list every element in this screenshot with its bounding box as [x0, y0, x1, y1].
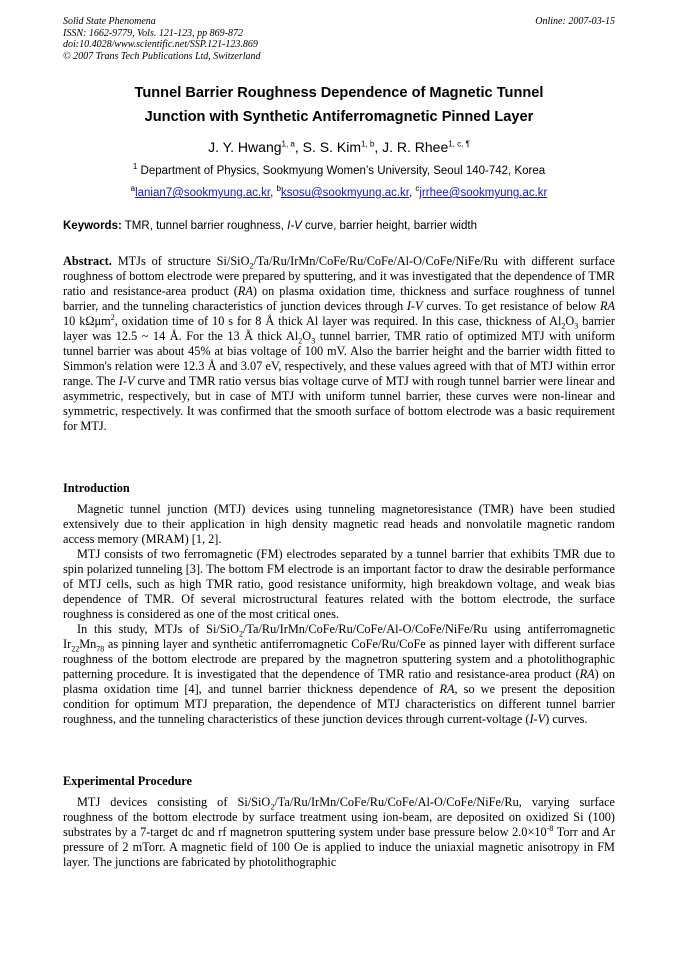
title-line-1: Tunnel Barrier Roughness Dependence of Magnetic Tunnel [134, 85, 544, 101]
author-1: J. Y. Hwang [208, 139, 282, 155]
keywords-text: TMR, tunnel barrier roughness, [121, 220, 288, 232]
title-line-2: Junction with Synthetic Antiferromagnetic Pinned Layer [144, 109, 534, 125]
email-link-a[interactable]: lanian7@sookmyung.ac.kr [135, 187, 271, 199]
experimental-paragraph: MTJ devices consisting of Si/SiO$_2$/Ta/Ru/IrMn/CoFe/Ru/CoFe/Al-O/CoFe/NiFe/Ru, varying surface roughness of the bottom electrode by surface treatment using ion-beam, are deposited on oxidized Si (100) substrates by a 7-target dc and rf magnetron sputtering system under base pressure below $2.0\times 10^{-8}$ Torr and Ar pressure of 2 mTorr. A magnetic field of 100 Oe is applied to induce the uniaxial magnetic anisotropy in FM layer. The junctions are fabricated by photolithographic [63, 795, 615, 869]
email-link-c[interactable]: jrrhee@sookmyung.ac.kr [419, 187, 548, 199]
keywords [63, 219, 615, 233]
keywords-label: Keywords: [63, 220, 122, 232]
copyright-line: © 2007 Trans Tech Publications Ltd, Switzerland [63, 50, 261, 62]
email-separator: , [270, 187, 277, 199]
section-heading-experimental: Experimental Procedure [63, 774, 192, 788]
abstract-label: Abstract. [63, 254, 112, 268]
affiliation [63, 164, 615, 178]
journal-name: Solid State Phenomena [63, 16, 156, 27]
abstract [63, 254, 615, 434]
doi-line: doi:10.4028/www.scientific.net/SSP.121-123.869 [63, 39, 258, 50]
introduction-section [63, 502, 615, 727]
journal-header [63, 16, 261, 62]
intro-paragraph-3: In this study, MTJs of Si/SiO$_2$/Ta/Ru/IrMn/CoFe/Ru/CoFe/Al-O/CoFe/NiFe/Ru using antiferromagnetic $Ir_{22}Mn_{78}$ as pinning layer and synthetic antiferromagnetic CoFe/Ru/CoFe as pinned layer with different surface roughness of the bottom electrode are prepared by the magnetron sputtering system and a photolithographic patterning procedure. It is investigated that the dependence of TMR ratio and resistance-area product (RA) on plasma oxidation time [4], and tunnel barrier thickness dependence of RA, so we present the deposition condition for optimum MTJ preparation, the dependence of MTJ characteristics on different tunnel barrier roughness, and the tunneling characteristics of these junction devices through current-voltage (I-V) curves. [63, 622, 616, 726]
author-2-affil: 1, b [360, 139, 375, 149]
experimental-section [63, 795, 615, 870]
author-1-affil: 1, a [281, 139, 295, 149]
author-3-affil: 1, c, ¶ [448, 139, 470, 149]
issn-line: ISSN: 1662-9779, Vols. 121-123, pp 869-872 [63, 27, 243, 39]
email-a-marker: a [130, 184, 136, 194]
online-date: Online: 2007-03-15 [535, 16, 615, 27]
email-list [63, 186, 615, 200]
keywords-text: curve, barrier height, barrier width [301, 220, 477, 232]
abstract-paragraph: Abstract. MTJs of structure Si/SiO$_2$/Ta/Ru/IrMn/CoFe/Ru/CoFe/Al-O/CoFe/NiFe/Ru with different surface roughness of bottom electrode were prepared by sputtering, and it was investigated that the dependence of TMR ratio and resistance-area product (RA) on plasma oxidation time, thickness and surface roughness of tunnel barrier, and the tunneling characteristics of junction devices through I-V curves. To get resistance of below RA 10 kΩμm$^2$, oxidation time of 10 s for 8 Å thick Al layer was required. In this case, thickness of $Al_2O_3$ barrier layer was 12.5 ~ 14 Å. For the 13 Å thick $Al_2O_3$ tunnel barrier, TMR ratio of optimized MTJ with uniform tunnel barrier was about 45% at bias voltage of 100 mV. Also the barrier height and the barrier width fitted to Simmon's relation were 12.3 Å and 3.07 eV, respectively, and these values agreed with that of MTJ within error range. The I-V curve and TMR ratio versus bias voltage curve of MTJ with rough tunnel barrier were linear and asymmetric, respectively, but in case of MTJ with uniform tunnel barrier, these curves were non-linear and symmetric, respectively. It was confirmed that the smooth surface of bottom electrode was a basic requirement for MTJ. [63, 254, 615, 433]
affiliation-number: 1 [132, 162, 138, 172]
author-2: , S. S. Kim [294, 139, 361, 155]
email-c-marker: c [415, 184, 420, 194]
intro-paragraph-2: MTJ consists of two ferromagnetic (FM) electrodes separated by a tunnel barrier that exhibits TMR due to spin polarized tunneling [3]. The bottom FM electrode is an important factor to draw the desirable performance of MTJ cells, such as high TMR ratio, good resistance uniformity, high breakdown voltage, and weak bias dependence of TMR. Of several microstructural features related with the bottom electrode, the surface roughness is considered as one of the most critical ones. [63, 547, 615, 621]
affiliation-text: Department of Physics, Sookmyung Women’s University, Seoul 140-742, Korea [137, 165, 546, 177]
section-heading-introduction: Introduction [63, 481, 130, 495]
intro-paragraph-1: Magnetic tunnel junction (MTJ) devices using tunneling magnetoresistance (TMR) have been studied extensively due to their application in high density magnetic read heads and nonvolatile magnetic random access memory (MRAM) [1, 2]. [63, 502, 615, 546]
email-b-marker: b [276, 184, 281, 194]
keywords-text: I-V [287, 220, 302, 232]
email-separator: , [408, 187, 416, 199]
author-3: , J. R. Rhee [374, 139, 449, 155]
email-link-b[interactable]: ksosu@sookmyung.ac.kr [280, 187, 409, 199]
author-list [63, 138, 615, 156]
paper-title [63, 81, 615, 129]
